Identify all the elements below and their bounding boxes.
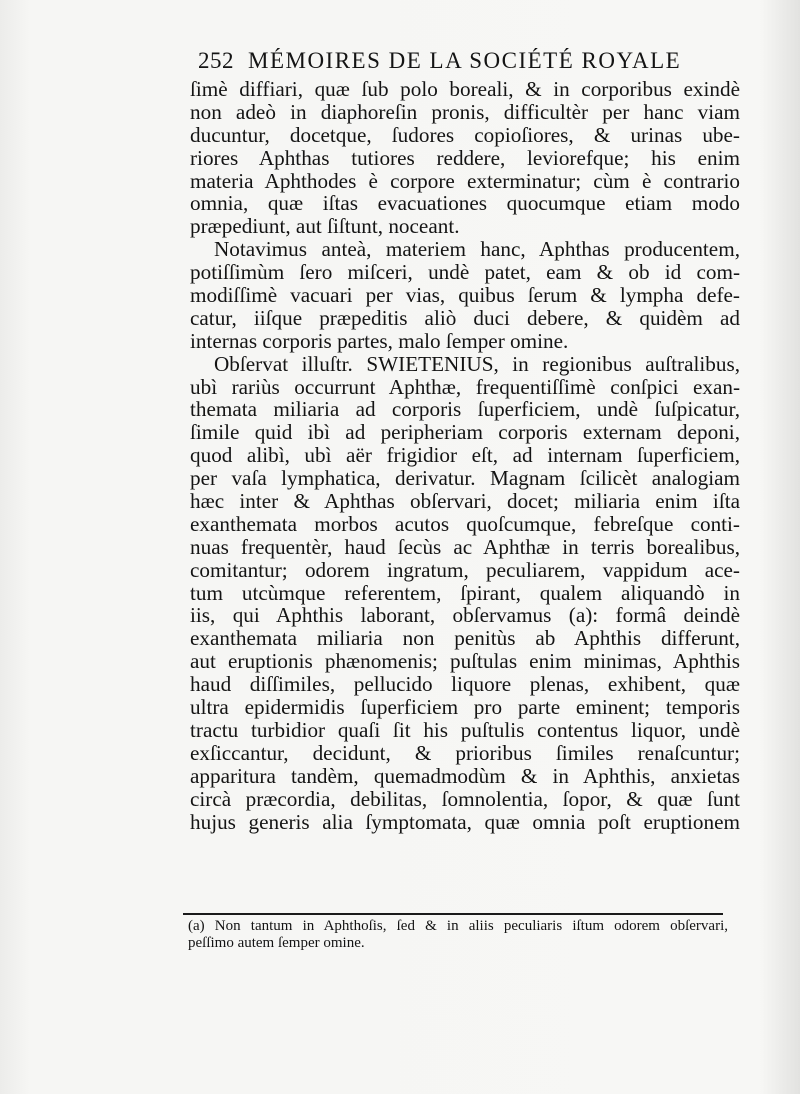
text-line: materia Aphthodes è corpore exterminatur; cùm è contrario <box>190 168 740 193</box>
text-line: ſimè diffiari, quæ ſub polo boreali, & in corporibus exindè <box>190 77 740 101</box>
text-line: exſiccantur, decidunt, & prioribus ſimiles renaſcuntur; <box>190 740 740 765</box>
text-line: tum utcùmque referentem, ſpirant, qualem aliquandò in <box>190 580 740 605</box>
text-line: exanthemata miliaria non penitùs ab Aphthis differunt, <box>190 626 740 651</box>
text-line: per vaſa lymphatica, derivatur. Magnam ſcilicèt analogiam <box>190 466 740 491</box>
text-line: apparitura tandèm, quemadmodùm & in Aphthis, anxietas <box>190 763 740 788</box>
footnote-line: peſſimo autem ſemper omine. <box>188 934 365 951</box>
running-head <box>198 48 718 74</box>
text-line: non adeò in diaphoreſin pronis, difficultèr per hanc viam <box>190 99 740 124</box>
text-line: omnia, quæ iſtas evacuationes quocumque etiam modo <box>190 191 740 216</box>
text-line: aut eruptionis phænomenis; puſtulas enim minimas, Aphthis <box>190 649 740 674</box>
text-line: quod alibì, ubì aër frigidior eſt, ad internam ſuperficiem, <box>190 443 740 468</box>
text-line: circà præcordia, debilitas, ſomnolentia, ſopor, & quæ ſunt <box>190 786 740 811</box>
text-line: themata miliaria ad corporis ſuperficiem, undè ſuſpicatur, <box>190 397 740 422</box>
footnote <box>188 918 728 951</box>
text-line: haud diſſimiles, pellucido liquore plenas, exhibent, quæ <box>190 672 740 697</box>
text-line: tractu turbidior quaſi ſit his puſtulis contentus liquor, undè <box>190 717 740 742</box>
text-line: comitantur; odorem ingratum, peculiarem, vappidum ace- <box>190 557 740 582</box>
text-line: ubì rariùs occurrunt Aphthæ, frequentiſſimè conſpici exan- <box>190 374 740 399</box>
text-line: Obſervat illuſtr. SWIETENIUS, in regionibus auſtralibus, <box>214 351 740 376</box>
text-line: iis, qui Aphthis laborant, obſervamus (a): formâ deindè <box>190 603 740 628</box>
text-line: Notavimus anteà, materiem hanc, Aphthas producentem, <box>214 237 740 262</box>
text-line: riores Aphthas tutiores reddere, leviorefque; his enim <box>190 145 740 170</box>
text-line: nuas frequentèr, haud ſecùs ac Aphthæ in terris borealibus, <box>190 534 740 559</box>
text-line: ultra epidermidis ſuperficiem pro parte eminent; temporis <box>190 695 740 720</box>
text-line: hujus generis alia ſymptomata, quæ omnia poſt eruptionem <box>190 809 740 834</box>
body-text <box>190 78 740 833</box>
text-line: potiſſimùm ſero miſceri, undè patet, eam & ob id com- <box>190 260 740 285</box>
text-line: ducuntur, docetque, ſudores copioſiores, & urinas ube- <box>190 122 740 147</box>
text-line: hæc inter & Aphthas obſervari, docet; miliaria enim iſta <box>190 489 740 514</box>
running-title: MÉMOIRES DE LA SOCIÉTÉ ROYALE <box>248 48 682 73</box>
text-line: exanthemata morbos acutos quoſcumque, febreſque conti- <box>190 511 740 536</box>
text-line: ſimile quid ibì ad peripheriam corporis externam deponi, <box>190 420 740 445</box>
footnote-rule <box>183 913 723 915</box>
page-number: 252 <box>198 48 234 73</box>
text-line: internas corporis partes, malo ſemper omine. <box>190 328 569 353</box>
text-line: præpediunt, aut ſiſtunt, noceant. <box>190 214 460 239</box>
text-line: catur, iiſque præpeditis aliò duci debere, & quidèm ad <box>190 305 740 330</box>
text-line: modiſſimè vacuari per vias, quibus ſerum & lympha defe- <box>190 283 740 308</box>
footnote-line: (a) Non tantum in Aphthoſis, ſed & in aliis peculiaris iſtum odorem obſervari, <box>188 918 728 934</box>
